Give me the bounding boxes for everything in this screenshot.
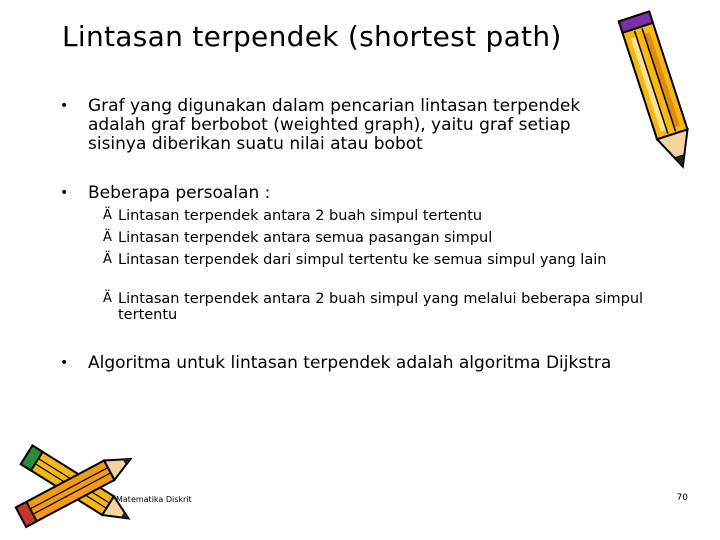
sub-item-2 bbox=[103, 230, 663, 248]
bullet-1 bbox=[60, 97, 660, 157]
bullet-text: Beberapa persoalan : bbox=[88, 183, 271, 203]
page-number: 70 bbox=[676, 493, 688, 503]
bullet-3 bbox=[60, 354, 660, 394]
sub-item-text: Lintasan terpendek antara 2 buah simpul tertentu bbox=[118, 208, 483, 224]
sub-item-1 bbox=[103, 208, 663, 226]
slide-title: Lintasan terpendek (shortest path) bbox=[62, 20, 562, 53]
bullet-2 bbox=[60, 184, 660, 204]
footer-course-name: Matematika Diskrit bbox=[116, 495, 192, 504]
pencil-icon bbox=[598, 2, 720, 178]
sub-bullet-icon: Ä bbox=[103, 252, 112, 267]
sub-item-4 bbox=[103, 291, 663, 325]
sub-bullet-icon: Ä bbox=[103, 208, 112, 223]
sub-item-text: Lintasan terpendek antara semua pasangan simpul bbox=[118, 230, 493, 246]
bullet-text: Graf yang digunakan dalam pencarian lintasan terpendek adalah graf berbobot (weighted graph), yaitu graf setiap sisinya diberikan suatu nilai atau bobot bbox=[88, 96, 581, 154]
sub-bullet-icon: Ä bbox=[103, 230, 112, 245]
pencils-icon bbox=[0, 430, 150, 540]
bullet-dot: • bbox=[60, 185, 69, 201]
sub-item-text: Lintasan terpendek antara 2 buah simpul yang melalui beberapa simpul tertentu bbox=[118, 291, 644, 323]
bullet-dot: • bbox=[60, 98, 69, 114]
sub-item-3 bbox=[103, 252, 663, 286]
sub-item-text: Lintasan terpendek dari simpul tertentu ke semua simpul yang lain bbox=[118, 252, 607, 268]
bullet-text: Algoritma untuk lintasan terpendek adalah algoritma Dijkstra bbox=[88, 353, 612, 373]
sub-bullet-icon: Ä bbox=[103, 291, 112, 306]
bullet-dot: • bbox=[60, 355, 69, 371]
